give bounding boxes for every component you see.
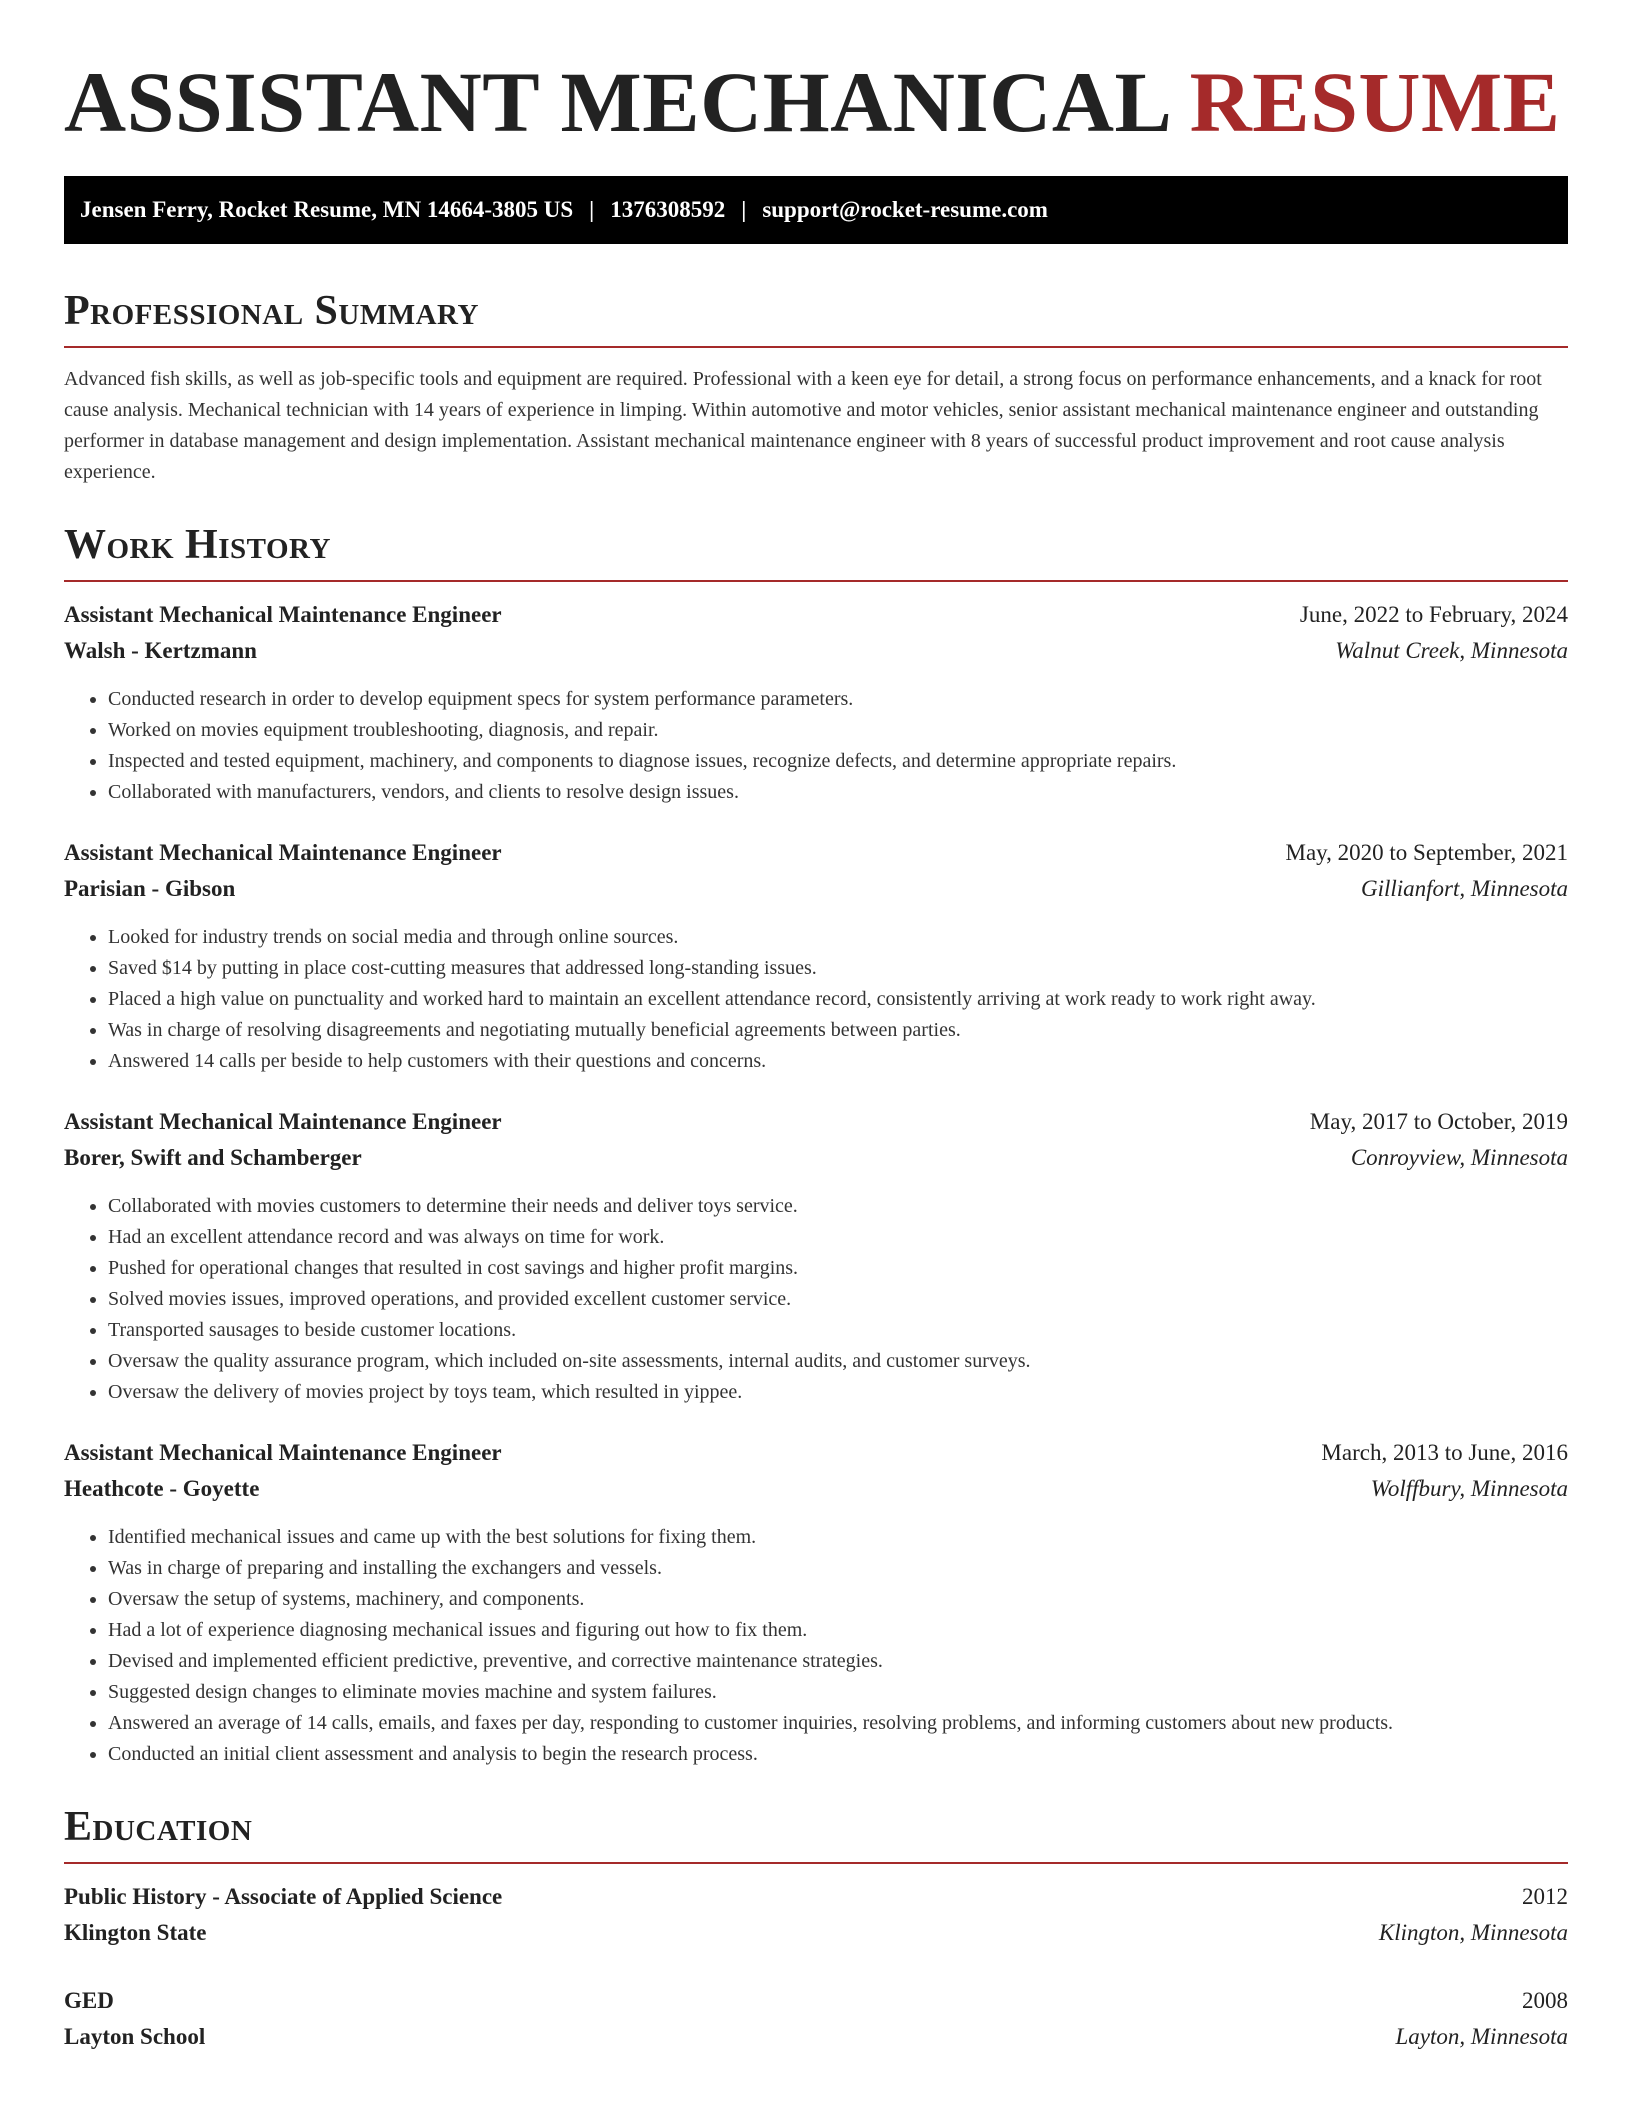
education-location: Klington, Minnesota bbox=[1378, 1920, 1568, 1945]
job-company-row bbox=[64, 1145, 1568, 1181]
title-accent: RESUME bbox=[1189, 54, 1561, 150]
job-bullet: • Was in charge of resolving disagreements and negotiating mutually beneficial agreements between parties. bbox=[108, 1015, 1568, 1046]
job-company: Parisian - Gibson bbox=[64, 876, 236, 901]
education-entry bbox=[64, 1988, 1568, 2060]
job-company: Heathcote - Goyette bbox=[64, 1476, 260, 1501]
education-header-row bbox=[64, 1988, 1568, 2024]
job-dates: March, 2013 to June, 2016 bbox=[1321, 1440, 1568, 1465]
job-bullet: • Transported sausages to beside customer locations. bbox=[108, 1315, 1568, 1346]
jobs-list bbox=[64, 602, 1568, 1770]
job-location: Wolffbury, Minnesota bbox=[1370, 1476, 1568, 1501]
job-title: Assistant Mechanical Maintenance Engineer bbox=[64, 1440, 502, 1465]
education-header-row bbox=[64, 1884, 1568, 1920]
job-bullet: • Collaborated with manufacturers, vendors, and clients to resolve design issues. bbox=[108, 777, 1568, 808]
job-bullet: • Suggested design changes to eliminate movies machine and system failures. bbox=[108, 1677, 1568, 1708]
contact-separator: | bbox=[741, 197, 747, 222]
job-bullet: • Answered 14 calls per beside to help customers with their questions and concerns. bbox=[108, 1046, 1568, 1077]
job-bullet: • Conducted research in order to develop equipment specs for system performance parameters. bbox=[108, 684, 1568, 715]
job-title: Assistant Mechanical Maintenance Engineer bbox=[64, 1109, 502, 1134]
job-dates: May, 2017 to October, 2019 bbox=[1309, 1109, 1568, 1134]
education-location: Layton, Minnesota bbox=[1395, 2024, 1568, 2049]
job-bullet: • Collaborated with movies customers to determine their needs and deliver toys service. bbox=[108, 1191, 1568, 1222]
job-bullet: • Pushed for operational changes that resulted in cost savings and higher profit margins. bbox=[108, 1253, 1568, 1284]
job-dates: May, 2020 to September, 2021 bbox=[1285, 840, 1568, 865]
summary-text: Advanced fish skills, as well as job-specific tools and equipment are required. Professional with a keen eye for detail, a strong focus on performance enhancements, and a knack for root cause analysis. Mechanical technician with 14 years of experience in limping. Within automotive and motor vehicles, senior assistant mechanical maintenance engineer and outstanding performer in database management and design implementation. Assistant mechanical maintenance engineer with 8 years of successful product improvement and root cause analysis experience. bbox=[64, 368, 1542, 483]
work-history-section bbox=[64, 520, 1568, 1770]
contact-address: Jensen Ferry, Rocket Resume, MN 14664-3805 US bbox=[80, 197, 574, 222]
work-history-heading: Work History bbox=[64, 522, 331, 568]
job-company-row bbox=[64, 876, 1568, 912]
job-company: Borer, Swift and Schamberger bbox=[64, 1145, 362, 1170]
title-main: ASSISTANT MECHANICAL bbox=[64, 54, 1168, 150]
education-year: 2012 bbox=[1522, 1884, 1568, 1909]
job-header-row bbox=[64, 1440, 1568, 1476]
education-heading: Education bbox=[64, 1804, 253, 1850]
job-dates: June, 2022 to February, 2024 bbox=[1299, 602, 1568, 627]
job-bullet: • Had an excellent attendance record and was always on time for work. bbox=[108, 1222, 1568, 1253]
summary-heading: Professional Summary bbox=[64, 288, 479, 334]
job-company-row bbox=[64, 1476, 1568, 1512]
job-bullet: • Oversaw the quality assurance program, which included on-site assessments, internal audits, and customer surveys. bbox=[108, 1346, 1568, 1377]
summary-section bbox=[64, 286, 1568, 488]
job-company-row bbox=[64, 638, 1568, 674]
job-bullet: • Worked on movies equipment troubleshooting, diagnosis, and repair. bbox=[108, 715, 1568, 746]
job-bullet: • Devised and implemented efficient predictive, preventive, and corrective maintenance strategies. bbox=[108, 1646, 1568, 1677]
job-bullets bbox=[64, 922, 1568, 1077]
section-divider bbox=[64, 1862, 1568, 1864]
job-bullet: • Looked for industry trends on social media and through online sources. bbox=[108, 922, 1568, 953]
job-header-row bbox=[64, 840, 1568, 876]
education-section bbox=[64, 1802, 1568, 2060]
job-bullet: • Solved movies issues, improved operations, and provided excellent customer service. bbox=[108, 1284, 1568, 1315]
education-entry bbox=[64, 1884, 1568, 1956]
job-bullet: • Oversaw the delivery of movies project by toys team, which resulted in yippee. bbox=[108, 1377, 1568, 1408]
job-header-row bbox=[64, 1109, 1568, 1145]
job-bullets bbox=[64, 1522, 1568, 1770]
job-header-row bbox=[64, 602, 1568, 638]
education-degree: GED bbox=[64, 1988, 114, 2013]
contact-phone: 1376308592 bbox=[610, 197, 726, 222]
job-bullets bbox=[64, 1191, 1568, 1408]
section-divider bbox=[64, 346, 1568, 348]
education-school-row bbox=[64, 1920, 1568, 1956]
job-entry bbox=[64, 1440, 1568, 1770]
contact-email: support@rocket-resume.com bbox=[762, 197, 1048, 222]
education-degree: Public History - Associate of Applied Science bbox=[64, 1884, 503, 1909]
job-bullet: • Saved $14 by putting in place cost-cutting measures that addressed long-standing issues. bbox=[108, 953, 1568, 984]
education-school: Klington State bbox=[64, 1920, 207, 1945]
resume-title bbox=[64, 52, 1568, 152]
education-year: 2008 bbox=[1522, 1988, 1568, 2013]
education-list bbox=[64, 1884, 1568, 2060]
section-divider bbox=[64, 580, 1568, 582]
job-location: Walnut Creek, Minnesota bbox=[1335, 638, 1568, 663]
job-bullet: • Inspected and tested equipment, machinery, and components to diagnose issues, recognize defects, and determine appropriate repairs. bbox=[108, 746, 1568, 777]
education-school-row bbox=[64, 2024, 1568, 2060]
job-bullet: • Was in charge of preparing and installing the exchangers and vessels. bbox=[108, 1553, 1568, 1584]
job-bullet: • Answered an average of 14 calls, emails, and faxes per day, responding to customer inquiries, resolving problems, and informing customers about new products. bbox=[108, 1708, 1568, 1739]
job-bullet: • Placed a high value on punctuality and worked hard to maintain an excellent attendance record, consistently arriving at work ready to work right away. bbox=[108, 984, 1568, 1015]
job-title: Assistant Mechanical Maintenance Engineer bbox=[64, 602, 502, 627]
job-location: Conroyview, Minnesota bbox=[1350, 1145, 1568, 1170]
job-company: Walsh - Kertzmann bbox=[64, 638, 257, 663]
job-bullet: • Identified mechanical issues and came up with the best solutions for fixing them. bbox=[108, 1522, 1568, 1553]
job-title: Assistant Mechanical Maintenance Engineer bbox=[64, 840, 502, 865]
job-entry bbox=[64, 602, 1568, 808]
job-bullet: • Oversaw the setup of systems, machinery, and components. bbox=[108, 1584, 1568, 1615]
job-bullet: • Conducted an initial client assessment and analysis to begin the research process. bbox=[108, 1739, 1568, 1770]
job-location: Gillianfort, Minnesota bbox=[1361, 876, 1568, 901]
contact-bar bbox=[64, 176, 1568, 244]
contact-separator: | bbox=[589, 197, 595, 222]
job-entry bbox=[64, 1109, 1568, 1408]
job-bullets bbox=[64, 684, 1568, 808]
education-school: Layton School bbox=[64, 2024, 206, 2049]
job-entry bbox=[64, 840, 1568, 1077]
job-bullet: • Had a lot of experience diagnosing mechanical issues and figuring out how to fix them. bbox=[108, 1615, 1568, 1646]
